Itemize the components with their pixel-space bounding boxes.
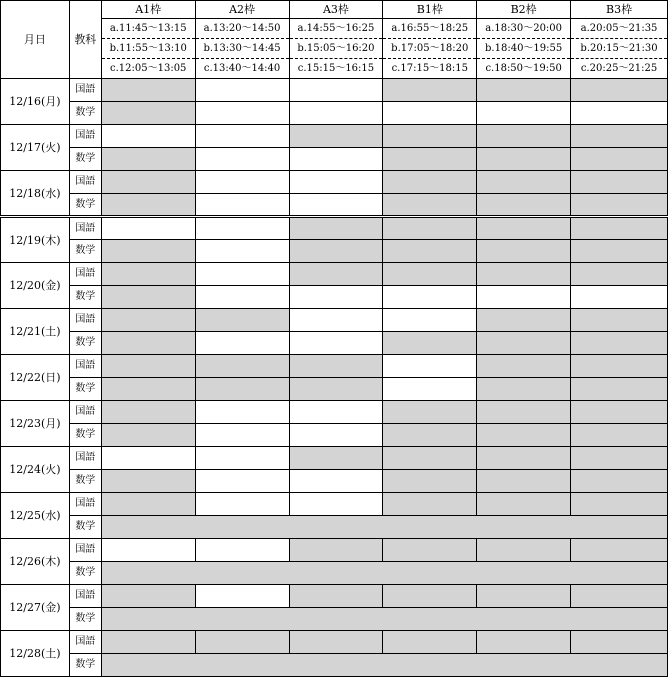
available-slot-cell[interactable] <box>289 171 383 194</box>
unavailable-slot-cell[interactable] <box>477 493 571 516</box>
unavailable-slot-cell[interactable] <box>383 194 477 217</box>
subject-cell: 国語 <box>69 539 101 562</box>
unavailable-slot-cell[interactable] <box>289 447 383 470</box>
subject-cell: 国語 <box>69 355 101 378</box>
unavailable-slot-cell[interactable] <box>477 401 571 424</box>
unavailable-slot-cell[interactable] <box>571 355 668 378</box>
subject-row <box>1 217 668 240</box>
subject-cell: 国語 <box>69 263 101 286</box>
unavailable-slot-cell[interactable] <box>289 631 383 654</box>
subject-cell: 国語 <box>69 217 101 240</box>
subject-cell: 数学 <box>69 332 101 355</box>
unavailable-slot-cell[interactable] <box>477 332 571 355</box>
available-slot-cell[interactable] <box>477 102 571 125</box>
available-slot-cell[interactable] <box>195 401 289 424</box>
available-slot-cell[interactable] <box>195 493 289 516</box>
unavailable-slot-cell[interactable] <box>571 401 668 424</box>
subject-cell: 国語 <box>69 309 101 332</box>
subject-row <box>1 355 668 378</box>
date-cell: 12/26(木) <box>1 539 70 585</box>
unavailable-slot-cell[interactable] <box>383 79 477 102</box>
unavailable-slot-cell[interactable] <box>477 263 571 286</box>
header-row <box>1 59 668 79</box>
date-cell: 12/23(月) <box>1 401 70 447</box>
slot-time-range: c.17:15〜18:15 <box>383 59 477 79</box>
unavailable-slot-cell[interactable] <box>101 79 195 102</box>
unavailable-slot-cell[interactable] <box>571 217 668 240</box>
unavailable-slot-cell[interactable] <box>101 332 195 355</box>
subject-row <box>1 263 668 286</box>
subject-cell: 国語 <box>69 493 101 516</box>
slot-header: B1枠 <box>383 1 477 19</box>
header-row <box>1 1 668 19</box>
unavailable-slot-cell[interactable] <box>571 171 668 194</box>
slot-header: A1枠 <box>101 1 195 19</box>
available-slot-cell[interactable] <box>195 447 289 470</box>
available-slot-cell[interactable] <box>195 148 289 171</box>
unavailable-slot-cell[interactable] <box>571 539 668 562</box>
available-slot-cell[interactable] <box>195 470 289 493</box>
unavailable-slot-cell[interactable] <box>101 355 195 378</box>
unavailable-slot-cell[interactable] <box>101 424 195 447</box>
unavailable-slot-cell[interactable] <box>383 424 477 447</box>
available-slot-cell[interactable] <box>383 286 477 309</box>
unavailable-slot-cell[interactable] <box>477 539 571 562</box>
subject-cell: 国語 <box>69 171 101 194</box>
subject-row <box>1 332 668 355</box>
subject-row <box>1 424 668 447</box>
unavailable-slot-cell[interactable] <box>383 631 477 654</box>
unavailable-slot-cell[interactable] <box>289 355 383 378</box>
unavailable-slot-cell[interactable] <box>477 378 571 401</box>
unavailable-slot-cell[interactable] <box>477 309 571 332</box>
date-cell: 12/27(金) <box>1 585 70 631</box>
unavailable-slot-cell[interactable] <box>101 585 195 608</box>
header-row <box>1 39 668 59</box>
unavailable-slot-cell[interactable] <box>477 585 571 608</box>
unavailable-slot-span <box>101 608 667 631</box>
slot-header: B3枠 <box>571 1 668 19</box>
available-slot-cell[interactable] <box>383 378 477 401</box>
date-column-header: 月日 <box>1 1 70 79</box>
unavailable-slot-cell[interactable] <box>101 493 195 516</box>
unavailable-slot-cell[interactable] <box>477 217 571 240</box>
subject-cell: 数学 <box>69 378 101 401</box>
unavailable-slot-cell[interactable] <box>477 240 571 263</box>
available-slot-cell[interactable] <box>571 102 668 125</box>
unavailable-slot-cell[interactable] <box>383 401 477 424</box>
slot-time-range: b.18:40〜19:55 <box>477 39 571 59</box>
unavailable-slot-cell[interactable] <box>101 378 195 401</box>
unavailable-slot-cell[interactable] <box>101 263 195 286</box>
subject-row <box>1 125 668 148</box>
subject-cell: 数学 <box>69 194 101 217</box>
unavailable-slot-cell[interactable] <box>101 286 195 309</box>
unavailable-slot-cell[interactable] <box>195 355 289 378</box>
unavailable-slot-cell[interactable] <box>477 125 571 148</box>
unavailable-slot-cell[interactable] <box>383 148 477 171</box>
subject-row <box>1 79 668 102</box>
unavailable-slot-cell[interactable] <box>571 194 668 217</box>
available-slot-cell[interactable] <box>195 286 289 309</box>
date-cell: 12/17(火) <box>1 125 70 171</box>
available-slot-cell[interactable] <box>289 148 383 171</box>
subject-row <box>1 194 668 217</box>
date-cell: 12/22(日) <box>1 355 70 401</box>
unavailable-slot-cell[interactable] <box>383 539 477 562</box>
subject-cell: 数学 <box>69 240 101 263</box>
unavailable-slot-cell[interactable] <box>477 631 571 654</box>
unavailable-slot-cell[interactable] <box>571 585 668 608</box>
available-slot-cell[interactable] <box>289 401 383 424</box>
subject-row <box>1 631 668 654</box>
available-slot-cell[interactable] <box>289 102 383 125</box>
unavailable-slot-cell[interactable] <box>289 217 383 240</box>
subject-row <box>1 470 668 493</box>
unavailable-slot-cell[interactable] <box>101 148 195 171</box>
unavailable-slot-span <box>101 516 667 539</box>
slot-time-range: a.16:55〜18:25 <box>383 19 477 39</box>
available-slot-cell[interactable] <box>289 79 383 102</box>
unavailable-slot-cell[interactable] <box>383 332 477 355</box>
unavailable-slot-cell[interactable] <box>101 102 195 125</box>
subject-cell: 国語 <box>69 125 101 148</box>
unavailable-slot-cell[interactable] <box>571 148 668 171</box>
available-slot-cell[interactable] <box>289 470 383 493</box>
subject-row <box>1 401 668 424</box>
date-cell: 12/20(金) <box>1 263 70 309</box>
available-slot-cell[interactable] <box>195 585 289 608</box>
slot-time-range: a.14:55〜16:25 <box>289 19 383 39</box>
subject-cell: 国語 <box>69 631 101 654</box>
unavailable-slot-cell[interactable] <box>101 171 195 194</box>
unavailable-slot-cell[interactable] <box>101 470 195 493</box>
unavailable-slot-cell[interactable] <box>571 125 668 148</box>
available-slot-cell[interactable] <box>289 332 383 355</box>
subject-row <box>1 102 668 125</box>
subject-column-header: 教科 <box>69 1 101 79</box>
available-slot-cell[interactable] <box>195 332 289 355</box>
slot-time-range: c.18:50〜19:50 <box>477 59 571 79</box>
subject-row <box>1 286 668 309</box>
subject-row <box>1 493 668 516</box>
available-slot-cell[interactable] <box>195 171 289 194</box>
slot-time-range: b.17:05〜18:20 <box>383 39 477 59</box>
unavailable-slot-cell[interactable] <box>571 447 668 470</box>
subject-cell: 数学 <box>69 654 101 677</box>
unavailable-slot-cell[interactable] <box>195 378 289 401</box>
unavailable-slot-cell[interactable] <box>383 470 477 493</box>
unavailable-slot-cell[interactable] <box>571 332 668 355</box>
available-slot-cell[interactable] <box>101 217 195 240</box>
date-cell: 12/18(水) <box>1 171 70 217</box>
subject-row <box>1 148 668 171</box>
subject-cell: 数学 <box>69 286 101 309</box>
unavailable-slot-cell[interactable] <box>383 585 477 608</box>
available-slot-cell[interactable] <box>195 240 289 263</box>
slot-time-range: b.13:30〜14:45 <box>195 39 289 59</box>
available-slot-cell[interactable] <box>195 194 289 217</box>
available-slot-cell[interactable] <box>383 102 477 125</box>
subject-row <box>1 171 668 194</box>
date-cell: 12/24(火) <box>1 447 70 493</box>
unavailable-slot-cell[interactable] <box>101 401 195 424</box>
unavailable-slot-cell[interactable] <box>477 470 571 493</box>
unavailable-slot-cell[interactable] <box>101 631 195 654</box>
subject-cell: 国語 <box>69 585 101 608</box>
unavailable-slot-cell[interactable] <box>571 240 668 263</box>
unavailable-slot-cell[interactable] <box>383 171 477 194</box>
subject-row <box>1 654 668 677</box>
unavailable-slot-span <box>101 562 667 585</box>
subject-row <box>1 516 668 539</box>
subject-row <box>1 309 668 332</box>
available-slot-cell[interactable] <box>383 355 477 378</box>
available-slot-cell[interactable] <box>101 125 195 148</box>
unavailable-slot-cell[interactable] <box>289 263 383 286</box>
available-slot-cell[interactable] <box>477 286 571 309</box>
subject-row <box>1 378 668 401</box>
available-slot-cell[interactable] <box>101 447 195 470</box>
unavailable-slot-cell[interactable] <box>477 355 571 378</box>
subject-row <box>1 608 668 631</box>
date-cell: 12/25(水) <box>1 493 70 539</box>
available-slot-cell[interactable] <box>289 493 383 516</box>
unavailable-slot-cell[interactable] <box>195 631 289 654</box>
available-slot-cell[interactable] <box>101 539 195 562</box>
date-cell: 12/21(土) <box>1 309 70 355</box>
unavailable-slot-cell[interactable] <box>383 125 477 148</box>
slot-time-range: b.20:15〜21:30 <box>571 39 668 59</box>
unavailable-slot-cell[interactable] <box>571 470 668 493</box>
subject-row <box>1 447 668 470</box>
available-slot-cell[interactable] <box>289 309 383 332</box>
subject-row <box>1 539 668 562</box>
date-cell: 12/28(土) <box>1 631 70 677</box>
unavailable-slot-cell[interactable] <box>477 424 571 447</box>
available-slot-cell[interactable] <box>195 79 289 102</box>
subject-cell: 国語 <box>69 447 101 470</box>
header-row <box>1 19 668 39</box>
unavailable-slot-cell[interactable] <box>383 493 477 516</box>
slot-time-range: a.20:05〜21:35 <box>571 19 668 39</box>
slot-time-range: b.15:05〜16:20 <box>289 39 383 59</box>
unavailable-slot-cell[interactable] <box>383 263 477 286</box>
unavailable-slot-cell[interactable] <box>477 447 571 470</box>
unavailable-slot-span <box>101 654 667 677</box>
subject-row <box>1 585 668 608</box>
subject-row <box>1 562 668 585</box>
unavailable-slot-cell[interactable] <box>571 424 668 447</box>
available-slot-cell[interactable] <box>195 424 289 447</box>
unavailable-slot-cell[interactable] <box>383 217 477 240</box>
unavailable-slot-cell[interactable] <box>289 585 383 608</box>
unavailable-slot-cell[interactable] <box>571 631 668 654</box>
subject-row <box>1 240 668 263</box>
subject-cell: 数学 <box>69 608 101 631</box>
subject-cell: 数学 <box>69 424 101 447</box>
unavailable-slot-cell[interactable] <box>477 171 571 194</box>
available-slot-cell[interactable] <box>195 125 289 148</box>
date-cell: 12/19(木) <box>1 217 70 263</box>
unavailable-slot-cell[interactable] <box>477 148 571 171</box>
slot-time-range: a.13:20〜14:50 <box>195 19 289 39</box>
unavailable-slot-cell[interactable] <box>383 447 477 470</box>
unavailable-slot-cell[interactable] <box>571 493 668 516</box>
slot-time-range: a.11:45〜13:15 <box>101 19 195 39</box>
slot-time-range: c.15:15〜16:15 <box>289 59 383 79</box>
subject-cell: 数学 <box>69 102 101 125</box>
subject-cell: 数学 <box>69 470 101 493</box>
unavailable-slot-cell[interactable] <box>289 125 383 148</box>
subject-cell: 国語 <box>69 79 101 102</box>
available-slot-cell[interactable] <box>195 102 289 125</box>
slot-time-range: c.12:05〜13:05 <box>101 59 195 79</box>
subject-cell: 数学 <box>69 148 101 171</box>
available-slot-cell[interactable] <box>383 309 477 332</box>
available-slot-cell[interactable] <box>289 286 383 309</box>
available-slot-cell[interactable] <box>195 217 289 240</box>
unavailable-slot-cell[interactable] <box>477 194 571 217</box>
slot-header: A2枠 <box>195 1 289 19</box>
date-cell: 12/16(月) <box>1 79 70 125</box>
unavailable-slot-cell[interactable] <box>289 539 383 562</box>
unavailable-slot-cell[interactable] <box>195 309 289 332</box>
available-slot-cell[interactable] <box>289 194 383 217</box>
unavailable-slot-cell[interactable] <box>571 378 668 401</box>
slot-time-range: c.20:25〜21:25 <box>571 59 668 79</box>
unavailable-slot-cell[interactable] <box>571 309 668 332</box>
unavailable-slot-cell[interactable] <box>571 263 668 286</box>
slot-time-range: b.11:55〜13:10 <box>101 39 195 59</box>
available-slot-cell[interactable] <box>289 424 383 447</box>
unavailable-slot-cell[interactable] <box>289 240 383 263</box>
unavailable-slot-cell[interactable] <box>101 309 195 332</box>
unavailable-slot-cell[interactable] <box>571 79 668 102</box>
subject-cell: 数学 <box>69 562 101 585</box>
slot-header: B2枠 <box>477 1 571 19</box>
slot-time-range: a.18:30〜20:00 <box>477 19 571 39</box>
unavailable-slot-cell[interactable] <box>101 194 195 217</box>
unavailable-slot-cell[interactable] <box>383 240 477 263</box>
slot-header: A3枠 <box>289 1 383 19</box>
slot-time-range: c.13:40〜14:40 <box>195 59 289 79</box>
subject-cell: 国語 <box>69 401 101 424</box>
available-slot-cell[interactable] <box>195 539 289 562</box>
available-slot-cell[interactable] <box>195 263 289 286</box>
available-slot-cell[interactable] <box>571 286 668 309</box>
subject-cell: 数学 <box>69 516 101 539</box>
unavailable-slot-cell[interactable] <box>477 79 571 102</box>
unavailable-slot-cell[interactable] <box>289 378 383 401</box>
unavailable-slot-cell[interactable] <box>101 240 195 263</box>
